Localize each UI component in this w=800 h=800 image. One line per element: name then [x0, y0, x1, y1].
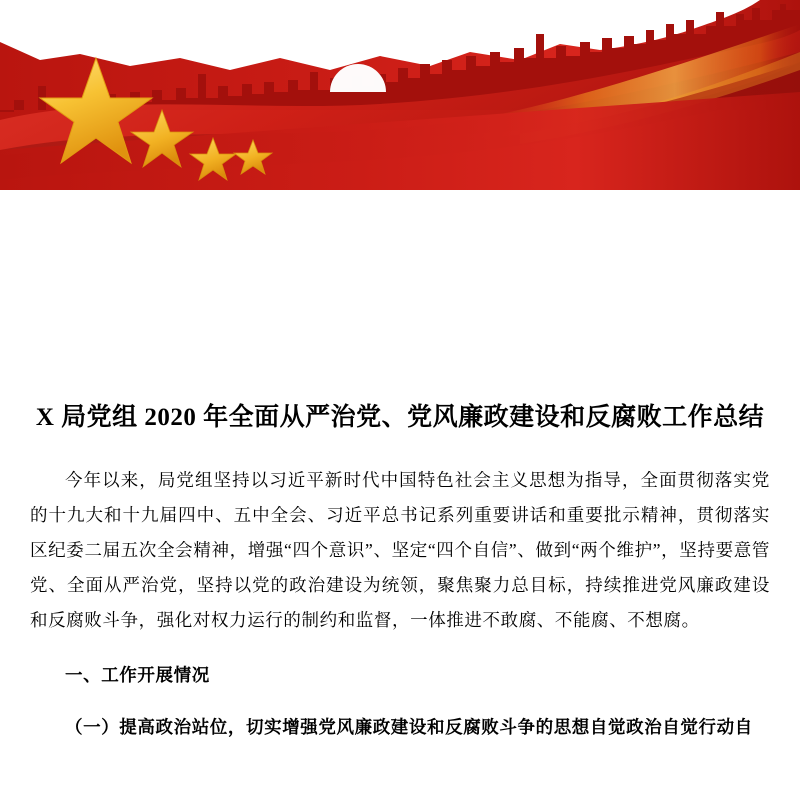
page-header-banner: [0, 0, 800, 190]
page-title: X 局党组 2020 年全面从严治党、党风廉政建设和反腐败工作总结: [35, 404, 765, 431]
document-body: [0, 190, 800, 744]
banner-artwork: [0, 0, 800, 190]
section-heading-1: 一、工作开展情况: [65, 665, 210, 685]
subsection-heading-1-1: （一）提高政治站位，切实增强党风廉政建设和反腐败斗争的思想自觉政治自觉行动自: [65, 717, 753, 737]
opening-paragraph: 今年以来，局党组坚持以习近平新时代中国特色社会主义思想为指导，全面贯彻落实党的十九大和十九届四中、五中全会、习近平总书记系列重要讲话和重要批示精神，贯彻落实区纪委二届五次全会精神，增强“四个意识”、坚定“四个自信”、做到“两个维护”，坚持要意管党、全面从严治党，坚持以党的政治建设为统领，聚焦聚力总目标，持续推进党风廉政建设和反腐败斗争，强化对权力运行的制约和监督，一体推进不敢腐、不能腐、不想腐。: [30, 470, 770, 630]
